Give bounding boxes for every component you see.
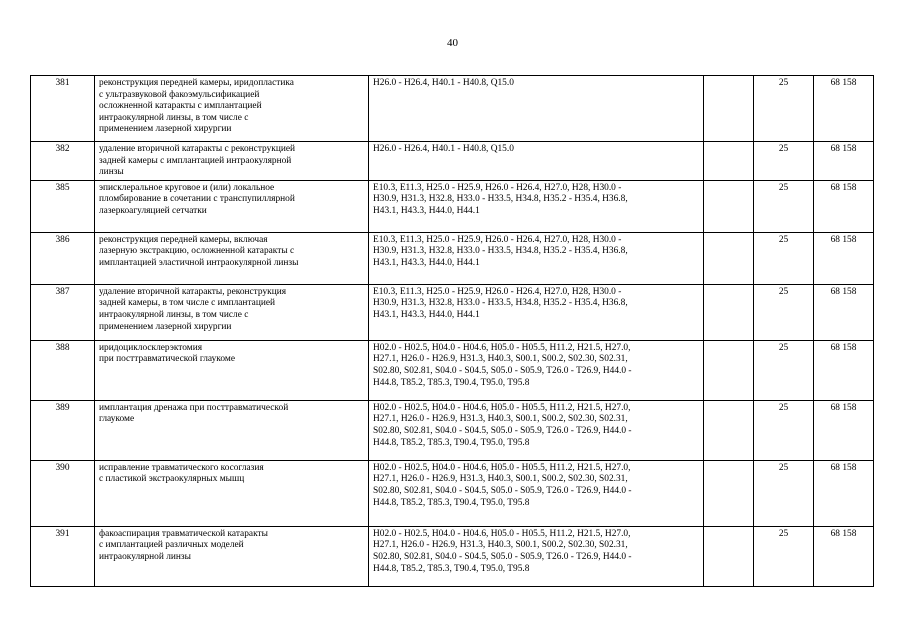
icd-codes-line: H02.0 - H02.5, H04.0 - H04.6, H05.0 - H05.5, H11.2, H21.5, H27.0, (373, 342, 631, 353)
group-cell (704, 340, 754, 400)
row-number-cell: 390 (31, 460, 95, 526)
icd-codes-line: S02.80, S02.81, S04.0 - S04.5, S05.0 - S05.9, T26.0 - T26.9, H44.0 - (373, 485, 632, 496)
coefficient-cell: 25 (754, 526, 814, 586)
procedure-name-line: удаление вторичной катаракты с реконструкцией (99, 144, 296, 154)
icd-codes-cell (369, 232, 704, 284)
coefficient-cell: 25 (754, 400, 814, 460)
procedure-name-line: имплантацией эластичной интраокулярной линзы (99, 257, 299, 268)
procedure-name-line: исправление травматического косоглазия (99, 462, 264, 473)
icd-codes-line: H44.8, T85.2, T85.3, T90.4, T95.0, T95.8 (373, 563, 530, 574)
coefficient-cell: 25 (754, 76, 814, 142)
icd-codes-line: H27.1, H26.0 - H26.9, H31.3, H40.3, S00.1, S00.2, S02.30, S02.31, (373, 414, 628, 425)
procedure-name-cell (95, 284, 369, 340)
group-cell (704, 232, 754, 284)
coefficient-cell: 25 (754, 284, 814, 340)
procedure-name-line: интраокулярной линзы, в том числе с (99, 112, 249, 123)
icd-codes-line: H26.0 - H26.4, H40.1 - H40.8, Q15.0 (373, 144, 514, 154)
procedure-name-cell (95, 460, 369, 526)
procedure-name-line: лазеркоагуляцией сетчатки (99, 205, 207, 216)
procedure-name-line: факоаспирация травматической катаракты (99, 528, 268, 539)
cost-cell: 68 158 (814, 340, 874, 400)
cost-cell: 68 158 (814, 284, 874, 340)
row-number-cell: 389 (31, 400, 95, 460)
icd-codes-line: H02.0 - H02.5, H04.0 - H04.6, H05.0 - H05.5, H11.2, H21.5, H27.0, (373, 528, 631, 539)
icd-codes-cell (369, 180, 704, 232)
procedure-name-cell (95, 340, 369, 400)
cost-cell: 68 158 (814, 526, 874, 586)
procedure-name-cell (95, 526, 369, 586)
table-row (31, 142, 874, 181)
procedure-name-line: интраокулярной линзы, в том числе с (99, 309, 249, 320)
icd-codes-line: H02.0 - H02.5, H04.0 - H04.6, H05.0 - H05.5, H11.2, H21.5, H27.0, (373, 402, 631, 413)
procedure-name-line: применением лазерной хирургии (99, 124, 232, 135)
icd-codes-cell (369, 460, 704, 526)
group-cell (704, 400, 754, 460)
icd-codes-line: E10.3, E11.3, H25.0 - H25.9, H26.0 - H26.4, H27.0, H28, H30.0 - (373, 234, 622, 245)
icd-codes-line: H43.1, H43.3, H44.0, H44.1 (373, 309, 480, 320)
icd-codes-line: H44.8, T85.2, T85.3, T90.4, T95.0, T95.8 (373, 497, 530, 508)
procedure-name-line: удаление вторичной катаракты, реконструкция (99, 286, 287, 297)
procedure-name-line: пломбирование в сочетании с транспупиллярной (99, 194, 295, 205)
icd-codes-line: H02.0 - H02.5, H04.0 - H04.6, H05.0 - H05.5, H11.2, H21.5, H27.0, (373, 462, 631, 473)
coefficient-cell: 25 (754, 340, 814, 400)
cost-cell: 68 158 (814, 400, 874, 460)
row-number-cell: 391 (31, 526, 95, 586)
icd-codes-line: H43.1, H43.3, H44.0, H44.1 (373, 205, 480, 216)
procedure-name-line: иридоциклосклерэктомия (99, 342, 203, 353)
cost-cell: 68 158 (814, 460, 874, 526)
procedure-name-cell (95, 76, 369, 142)
procedure-name-cell (95, 142, 369, 181)
icd-codes-cell (369, 142, 704, 181)
table-row (31, 232, 874, 284)
icd-codes-line: H44.8, T85.2, T85.3, T90.4, T95.0, T95.8 (373, 377, 530, 388)
procedure-name-line: реконструкция передней камеры, иридопластика (99, 78, 294, 88)
icd-codes-line: H30.9, H31.3, H32.8, H33.0 - H33.5, H34.8, H35.2 - H35.4, H36.8, (373, 246, 628, 257)
table-row (31, 460, 874, 526)
group-cell (704, 76, 754, 142)
icd-codes-cell (369, 400, 704, 460)
row-number-cell: 385 (31, 180, 95, 232)
table-row (31, 180, 874, 232)
table-row (31, 340, 874, 400)
procedure-name-line: задней камеры, в том числе с имплантацией (99, 298, 276, 309)
procedure-name-line: осложненной катаракты с имплантацией (99, 101, 262, 112)
icd-codes-cell (369, 76, 704, 142)
group-cell (704, 284, 754, 340)
icd-codes-line: S02.80, S02.81, S04.0 - S04.5, S05.0 - S05.9, T26.0 - T26.9, H44.0 - (373, 551, 632, 562)
coefficient-cell: 25 (754, 232, 814, 284)
procedure-name-line: реконструкция передней камеры, включая (99, 234, 268, 245)
procedure-name-line: линзы (99, 167, 124, 178)
icd-codes-line: E10.3, E11.3, H25.0 - H25.9, H26.0 - H26.4, H27.0, H28, H30.0 - (373, 286, 622, 297)
coefficient-cell: 25 (754, 180, 814, 232)
procedure-name-line: с пластикой экстраокулярных мышц (99, 474, 245, 485)
procedure-name-line: с ультразвуковой факоэмульсификацией (99, 89, 260, 100)
procedure-name-line: интраокулярной линзы (99, 551, 191, 562)
page-number: 40 (447, 37, 458, 49)
coefficient-cell: 25 (754, 460, 814, 526)
group-cell (704, 142, 754, 181)
row-number-cell: 386 (31, 232, 95, 284)
cost-cell: 68 158 (814, 76, 874, 142)
icd-codes-line: H26.0 - H26.4, H40.1 - H40.8, Q15.0 (373, 78, 514, 88)
table-row (31, 284, 874, 340)
procedure-name-line: задней камеры с имплантацией интраокулярной (99, 155, 292, 166)
procedure-name-line: эписклеральное круговое и (или) локальное (99, 182, 275, 193)
coefficient-cell: 25 (754, 142, 814, 181)
row-number-cell: 381 (31, 76, 95, 142)
icd-codes-line: H30.9, H31.3, H32.8, H33.0 - H33.5, H34.8, H35.2 - H35.4, H36.8, (373, 194, 628, 205)
icd-codes-line: S02.80, S02.81, S04.0 - S04.5, S05.0 - S05.9, T26.0 - T26.9, H44.0 - (373, 365, 632, 376)
icd-codes-cell (369, 340, 704, 400)
row-number-cell: 387 (31, 284, 95, 340)
group-cell (704, 180, 754, 232)
icd-codes-cell (369, 526, 704, 586)
table-row (31, 526, 874, 586)
icd-codes-line: H27.1, H26.0 - H26.9, H31.3, H40.3, S00.1, S00.2, S02.30, S02.31, (373, 474, 628, 485)
icd-codes-line: E10.3, E11.3, H25.0 - H25.9, H26.0 - H26.4, H27.0, H28, H30.0 - (373, 182, 622, 193)
row-number-cell: 388 (31, 340, 95, 400)
icd-codes-line: H30.9, H31.3, H32.8, H33.0 - H33.5, H34.8, H35.2 - H35.4, H36.8, (373, 298, 628, 309)
procedure-name-line: при посттравматической глаукоме (99, 354, 235, 365)
group-cell (704, 526, 754, 586)
procedure-name-line: лазерную экстракцию, осложненной катаракты с (99, 246, 295, 257)
icd-codes-line: H44.8, T85.2, T85.3, T90.4, T95.0, T95.8 (373, 437, 530, 448)
procedures-table (30, 75, 874, 587)
procedure-name-line: имплантация дренажа при посттравматической (99, 402, 289, 413)
icd-codes-cell (369, 284, 704, 340)
table-row (31, 400, 874, 460)
icd-codes-line: H27.1, H26.0 - H26.9, H31.3, H40.3, S00.1, S00.2, S02.30, S02.31, (373, 540, 628, 551)
procedure-name-line: применением лазерной хирургии (99, 321, 232, 332)
procedure-name-line: глаукоме (99, 414, 135, 425)
cost-cell: 68 158 (814, 142, 874, 181)
procedure-name-cell (95, 180, 369, 232)
cost-cell: 68 158 (814, 180, 874, 232)
icd-codes-line: H27.1, H26.0 - H26.9, H31.3, H40.3, S00.1, S00.2, S02.30, S02.31, (373, 354, 628, 365)
procedure-name-cell (95, 232, 369, 284)
icd-codes-line: H43.1, H43.3, H44.0, H44.1 (373, 257, 480, 268)
procedure-name-cell (95, 400, 369, 460)
table-row (31, 76, 874, 142)
icd-codes-line: S02.80, S02.81, S04.0 - S04.5, S05.0 - S05.9, T26.0 - T26.9, H44.0 - (373, 425, 632, 436)
group-cell (704, 460, 754, 526)
row-number-cell: 382 (31, 142, 95, 181)
procedure-name-line: с имплантацией различных моделей (99, 540, 244, 551)
cost-cell: 68 158 (814, 232, 874, 284)
